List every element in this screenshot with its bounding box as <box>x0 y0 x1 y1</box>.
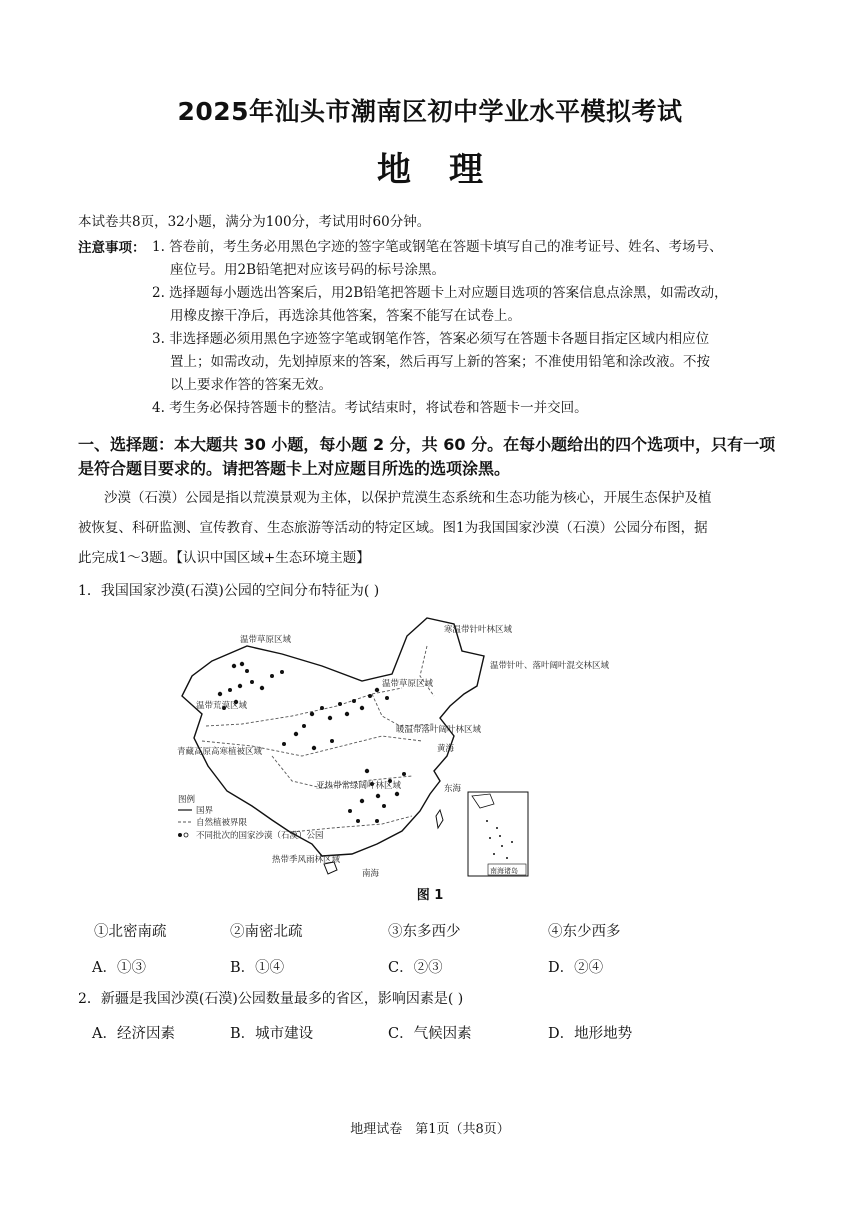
label-cold-forest: 寒温带针叶林区域 <box>444 625 513 635</box>
question-1-stem: 1．我国国家沙漠(石漠)公园的空间分布特征为( ) <box>78 583 380 599</box>
statement-2: ②南密北疏 <box>230 924 303 940</box>
q1-option-c: C．②③ <box>388 960 443 976</box>
notice-item-4: 4. 考生务必保持答题卡的整洁。考试结束时，将试卷和答题卡一并交回。 <box>152 400 588 416</box>
q1-option-a: A．①③ <box>92 960 146 976</box>
legend-parks: 不同批次的国家沙漠（石漠）公园 <box>196 831 324 841</box>
notice-label: 注意事项： <box>78 240 146 256</box>
q2-option-c: C．气候因素 <box>388 1026 472 1042</box>
passage-line-2: 被恢复、科研监测、宣传教育、生态旅游等活动的特定区域。图1为我国国家沙漠（石漠）公园分布图，据 <box>78 520 708 536</box>
south-china-sea-inset <box>468 792 528 876</box>
exam-intro: 本试卷共8页，32小题，满分为100分，考试用时60分钟。 <box>78 214 431 230</box>
label-subtropic: 亚热带常绿阔叶林区域 <box>316 781 402 791</box>
exam-title: 2025年汕头市潮南区初中学业水平模拟考试 <box>177 97 683 126</box>
q1-option-d: D．②④ <box>548 960 604 976</box>
label-temperate-desert: 温带荒漠区域 <box>196 701 248 711</box>
notice-item-3: 3. 非选择题必须用黑色字迹签字笔或钢笔作答，答案必须写在答题卡各题目指定区域内相应位 <box>152 331 710 347</box>
page-footer: 地理试卷 第1页（共8页） <box>350 1122 510 1137</box>
legend-natural: 自然植被界限 <box>196 818 248 828</box>
subject-title: 地理 <box>377 150 521 190</box>
q2-option-a: A．经济因素 <box>92 1026 175 1042</box>
notice-item-3-cont2: 以上要求作答的答案无效。 <box>170 377 332 393</box>
label-huanghai: 黄海 <box>437 744 455 754</box>
passage-line-3: 此完成1～3题。【认识中国区域+生态环境主题】 <box>78 550 370 566</box>
notice-item-3-cont: 置上；如需改动，先划掉原来的答案，然后再写上新的答案；不准使用铅笔和涂改液。不按 <box>170 354 710 370</box>
label-temperate-grass-west: 温带草原区域 <box>240 635 292 645</box>
notice-item-2: 2. 选择题每小题选出答案后，用2B铅笔把答题卡上对应题目选项的答案信息点涂黑，如需改动， <box>152 285 728 301</box>
label-nanhai-islands: 南海诸岛 <box>490 867 518 875</box>
notice-item-2-cont: 用橡皮擦干净后，再选涂其他答案，答案不能写在试卷上。 <box>170 308 521 324</box>
label-nanhai: 南海 <box>362 869 380 879</box>
section-heading: 一、选择题：本大题共 30 小题，每小题 2 分，共 60 分。在每小题给出的四个选项中，只有一项是符合题目要求的。请把答题卡上对应题目所选的选项涂黑。 <box>78 435 776 478</box>
label-donghai: 东海 <box>444 784 462 794</box>
passage-line-1: 沙漠（石漠）公园是指以荒漠景观为主体，以保护荒漠生态系统和生态功能为核心，开展生态保护及植 <box>104 490 712 506</box>
notice-item-1-cont: 座位号。用2B铅笔把对应该号码的标号涂黑。 <box>170 262 446 278</box>
label-tropic: 热带季风雨林区域 <box>272 855 341 865</box>
legend-title: 图例 <box>178 795 196 805</box>
china-vegetation-map <box>172 606 610 881</box>
notice-item-1: 1. 答卷前，考生务必用黑色字迹的签字笔或钢笔在答题卡填写自己的准考证号、姓名、考场号、 <box>152 239 723 255</box>
question-2-stem: 2．新疆是我国沙漠(石漠)公园数量最多的省区，影响因素是( ) <box>78 991 464 1007</box>
statement-4: ④东少西多 <box>548 924 621 940</box>
statement-1: ①北密南疏 <box>94 924 167 940</box>
q2-option-d: D．地形地势 <box>548 1026 633 1042</box>
label-temperate-mixed: 温带针叶、落叶阔叶混交林区域 <box>490 661 610 671</box>
q2-option-b: B．城市建设 <box>230 1026 314 1042</box>
label-plateau: 青藏高原高寒植被区域 <box>177 747 263 757</box>
legend-border: 国界 <box>196 806 214 816</box>
label-temperate-grass-east: 温带草原区域 <box>382 679 434 689</box>
q1-option-b: B．①④ <box>230 960 285 976</box>
figure-caption: 图 1 <box>416 888 444 903</box>
label-warm-forest: 暖温带落叶阔叶林区域 <box>396 725 482 735</box>
statement-3: ③东多西少 <box>388 924 461 940</box>
